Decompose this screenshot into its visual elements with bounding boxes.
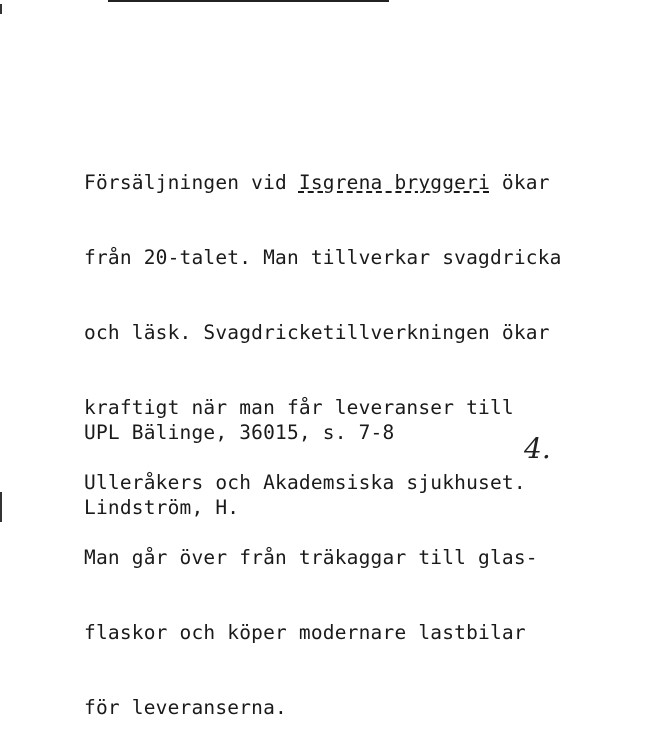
- body-line-8: för leveranserna.: [84, 696, 287, 719]
- source-author: Lindström, H.: [84, 496, 240, 519]
- body-line-4: kraftigt när man får leveranser till: [84, 396, 514, 419]
- body-line-1-start: Försäljningen vid: [84, 171, 299, 194]
- left-edge-mark-bottom: [0, 492, 2, 522]
- body-line-1-end: ökar: [489, 171, 550, 194]
- body-line-5: Ulleråkers och Akademsiska sjukhuset.: [84, 471, 526, 494]
- source-reference: UPL Bälinge, 36015, s. 7-8: [84, 421, 395, 444]
- body-line-7: flaskor och köper modernare lastbilar: [84, 621, 526, 644]
- body-line-1: [84, 170, 562, 195]
- top-rule: [108, 0, 389, 2]
- body-line-2: från 20-talet. Man tillverkar svagdricka: [84, 246, 562, 269]
- left-edge-mark-top: [0, 4, 2, 14]
- body-line-3: och läsk. Svagdricketillverkningen ökar: [84, 321, 550, 344]
- body-line-6: Man går över från träkaggar till glas-: [84, 546, 538, 569]
- underlined-brewery-name: Isgrena bryggeri: [298, 171, 490, 194]
- source-citation: [84, 370, 394, 545]
- page-number: 4.: [524, 432, 551, 465]
